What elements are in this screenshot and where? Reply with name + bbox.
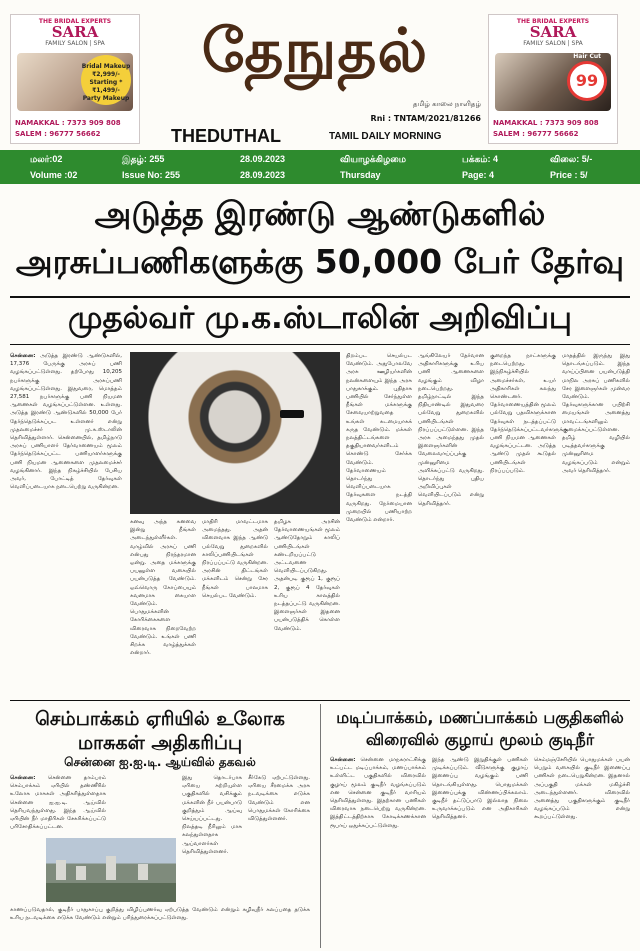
date-ta: 28.09.2023 [240, 154, 286, 164]
ad-name: SARA [529, 23, 577, 41]
building [106, 856, 116, 880]
day-en: Thursday [340, 170, 381, 180]
divider [10, 700, 630, 701]
ad-offer-badge [81, 55, 131, 105]
story-column: காணப்படுவதால், குடிநீர் பாதுகாப்பு குறித்து விழிப்புணர்வு ஏற்படுத்த வேண்டும் என்றும் கழிவுநீர் கலப்பதை தடுக்க உரிய நடவடிக்கை எடுக்க வேண்டும் என்றும் பரிந்துரைக்கப்பட்டுள்ளது. [10, 907, 310, 922]
ad-contact-salem: SALEM : 96777 56662 [493, 130, 579, 138]
headline-line-1: அடுத்த இரண்டு ஆண்டுகளில் [94, 194, 546, 233]
masthead [145, 14, 485, 146]
column-separator [320, 704, 321, 948]
dateline: சென்னை: [330, 757, 356, 763]
ad-right[interactable] [488, 14, 618, 144]
story-column: செம்மஞ்சேரியில் பொதுமக்கள் பயன் பெறும் வகையில் குடிநீர் இணைப்பு பணிகள் நடைபெறுகின்றன. இதனால் அப்பகுதி மக்கள் மகிழ்ச்சி அடைந்துள்ளனர். விரைவில் அனைத்து பகுதிகளுக்கும் குடிநீர் வழங்கப்படும் என்று கூறப்பட்டுள்ளது. [534, 757, 630, 821]
ad-brand [11, 18, 139, 47]
ad-name: SARA [51, 23, 99, 41]
ad-sub: FAMILY SALON | SPA [45, 40, 105, 47]
offer-price: 99 [575, 71, 599, 90]
headline-line-3: முதல்வர் மு.க.ஸ்டாலின் அறிவிப்பு [68, 300, 572, 336]
offer-line: Starting * [89, 79, 123, 86]
story-right-title: மடிப்பாக்கம், மணப்பாக்கம் பகுதிகளில் விரைவில் குழாய் மூலம் குடிநீர் [336, 708, 624, 749]
story-text: சென்னை மாநகராட்சிக்கு உட்பட்ட மடிப்பாக்கம், மணப்பாக்கம் உள்ளிட்ட பகுதிகளில் விரைவில் குழாய் மூலம் குடிநீர் வழங்கப்படும் என சென்னை குடிநீர் வாரியம் தெரிவித்துள்ளது. இதற்கான பணிகள் விரைவாக நடைபெற்று வருகின்றன. இத்திட்டத்திற்காக கோடிக்கணக்கான ரூபாய் ஒதுக்கப்பட்டுள்ளது. [330, 757, 426, 829]
story-column: ஆங்கிலேயர் தேர்வான அதிகாரிகளுக்கு உரிய பணி ஆணைகளை வழங்கும் விழா நடைபெற்றது. தமிழ்நாட்டில் இந்த நிதியாண்டில் இதுவரை பல்வேறு துறைகளில் பணியிடங்கள் நிரப்பப்பட்டுள்ளன. இந்த அரசு அமைந்தது முதல் இளைஞர்களின் வேலைவாய்ப்புக்கு முன்னுரிமை அளிக்கப்பட்டு வருகிறது. தொடர்ந்து புதிய அறிவிப்புகள் வெளியிடப்படும் என்று தெரிவித்தார். [418, 353, 484, 507]
date-en: 28.09.2023 [240, 170, 286, 180]
issue-ta: இதழ்: 255 [122, 154, 165, 164]
ad-contact-namakkal: NAMAKKAL : 7373 909 808 [15, 119, 121, 127]
rni-number: Rni : TNTAM/2021/81266 [370, 114, 481, 123]
ad-contact-namakkal: NAMAKKAL : 7373 909 808 [493, 119, 599, 127]
building [56, 860, 66, 880]
offer-line: ₹1,499/- [92, 87, 120, 94]
microphone-icon [280, 410, 304, 418]
ad-contact-salem: SALEM : 96777 56662 [15, 130, 101, 138]
story-column [10, 774, 106, 836]
chief-minister-photo [130, 352, 340, 514]
story-left-subtitle: சென்னை ஐ.ஐ.டி. ஆய்வில் தகவல் [64, 755, 256, 769]
story-column: திறம்பட செயல்பட வேண்டும். அதுபோலவே அரசு ஊழியர்களின் நலன்களையும் இந்த அரசு பாதுகாக்கும். புதிதாக பணியில் சேர்ந்துள்ள நீங்கள் மக்களுக்கு சேவையாற்றுவதை உங்கள் கடமையாகக் கருத வேண்டும். மக்கள் நலத்திட்டங்களை தகுதியானவர்களிடம் கொண்டு சேர்க்க வேண்டும். தேர்வாணையம் தொடர்ந்து வெளிப்படையாக தேர்வுகளை நடத்தி வருகிறது. நேர்மையான முறையில் பணியாற்ற வேண்டும் என்றார். [346, 353, 412, 524]
divider [10, 296, 630, 298]
divider [10, 344, 630, 345]
story-column [10, 352, 122, 696]
issue-en: Issue No: 255 [122, 170, 181, 180]
price-ta: விலை: 5/- [550, 154, 593, 164]
dateline: சென்னை: [10, 775, 36, 781]
offer-line: ₹2,999/- [92, 71, 120, 78]
lake-photo [46, 838, 176, 902]
newspaper-logo: தேநுதல் [201, 16, 429, 86]
offer-label: Hair Cut [573, 53, 601, 60]
story-text: அடுத்த இரண்டு ஆண்டுகளில், 17,376 பேருக்கு அரசுப் பணி வழங்கப்பட்டுள்ளது. தற்போது 10,205 நபர்களுக்கு அரசுப்பணி வழங்கப்பட்டுள்ளது. இதுவரை, மொத்தம் 27,581 நபர்களுக்கு பணி நியமன ஆணைகள் வழங்கப்பட்டுள்ளன. உள்ளது. அடுத்த இரண்டு ஆண்டுகளில் 50,000 பேர் தேர்ந்தெடுக்கப்பட உள்ளனர் என்று முதலமைச்சர் மு.க.ஸ்டாலின் தெரிவித்துள்ளார். சென்னையில், தமிழ்நாடு அரசுப் பணியாளர் தேர்வாணையம் மூலம் தேர்ந்தெடுக்கப்பட்ட பணியாளர்களுக்கு பணி நியமன ஆணைகளை முதலமைச்சர் வழங்கினார். இந்த நிகழ்ச்சியில் பேசிய அவர், போட்டித் தேர்வுகள் வெளிப்படையாக நடைபெற்று வருகின்றன. [10, 353, 122, 491]
story-column: தமிழக அரசின் தேர்வாணையங்கள் மூலம் ஆண்டுதோறும் காலிப் பணியிடங்கள் கண்டறியப்பட்டு அட்டவணை வெளியிடப்படுகிறது. அதன்படி குரூப் 1, குரூப் 2, குரூப் 4 தேர்வுகள் உரிய காலத்தில் நடத்தப்பட்டு வருகின்றன. இளைஞர்கள் இதனை பயன்படுத்திக் கொள்ள வேண்டும். [274, 519, 340, 632]
ad-sub: FAMILY SALON | SPA [523, 40, 583, 47]
ad-tag: THE BRIDAL EXPERTS [38, 18, 112, 25]
page-ta: பக்கம்: 4 [462, 154, 498, 164]
story-column: கனவு அந்த கனவை இன்று நீங்கள் அடைந்துள்ளீர்கள். வாழ்வில் அரசுப் பணி என்பது நிரந்தரமான ஒன்று. அதை மக்களுக்கு பயனுள்ள வகையில் பயன்படுத்த வேண்டும். ஒவ்வொரு கோப்பையும் கவனமாக கையாள வேண்டும். பொதுமக்களின் கோரிக்கைகளை விரைவாக நிறைவேற்ற வேண்டும். உங்கள் பணி சிறக்க வாழ்த்துக்கள் என்றார். [130, 519, 196, 657]
offer-line: Bridal Makeup [81, 63, 131, 70]
english-name: THEDUTHAL [171, 126, 281, 146]
volume-en: Volume :02 [30, 170, 78, 180]
page-en: Page: 4 [462, 170, 495, 180]
story-column: குறைந்த நாட்களுக்கு நடைபெற்றது. இந்நிகழ்ச்சியில் அமைச்சர்கள், உயர் அதிகாரிகள் கலந்து கொண்டனர். தேர்வாணையத்தின் மூலம் பல்வேறு பதவிகளுக்கான தேர்வுகள் நடத்தப்பட்டு தேர்ந்தெடுக்கப்பட்டவர்களுக்கு பணி நியமன ஆணைகள் வழங்கப்பட்டன. அடுத்த ஆண்டு முதல் கூடுதல் பணியிடங்கள் நிரப்பப்படும். [490, 353, 568, 474]
ad-price-badge [567, 61, 607, 101]
story-column: இது தொடர்பாக ஏரியை சுற்றியுள்ள பகுதிகளில் வசிக்கும் மக்களின் நீர் பயன்பாடு குறித்தும் ஆய்வு செய்யப்பட்டது. நிலத்தடி நீரிலும் மாசு கலந்துள்ளதாக ஆய்வாளர்கள் தெரிவித்துள்ளனர். [182, 775, 242, 855]
issue-info-bar [0, 150, 640, 184]
story-column: மாதிரி மாவட்டமாக அமைந்தது. அதன் விளைவாக இந்த ஆண்டு பல்வேறு துறைகளில் காலிப்பணியிடங்கள் நிரப்பப்பட்டு வருகின்றன. அரசின் திட்டங்கள் மக்களிடம் சென்று சேர நீங்கள் பாலமாக செயல்பட வேண்டும். [202, 519, 268, 599]
story-column: மாதத்தில் இருந்து இது தொடங்கப்படும். இந்த வாய்ப்பினை பயன்படுத்தி மாநில அரசுப் பணிகளில் சேர இளைஞர்கள் முன்வர வேண்டும். தேர்வுகளுக்கான பயிற்சி மையங்கள் அனைத்து மாவட்டங்களிலும் அமைக்கப்பட்டுள்ளன. தமிழ் வழியில் படித்தவர்களுக்கு முன்னுரிமை வழங்கப்படும் என்றும் அவர் தெரிவித்தார். [562, 353, 630, 474]
slogan: தமிழ் காலை நாளிதழ் [412, 100, 481, 108]
day-ta: வியாழக்கிழமை [340, 154, 407, 164]
building [138, 864, 148, 880]
story-column: இந்த ஆண்டு இறுதிக்குள் பணிகள் முடிக்கப்படும். வீடுகளுக்கு குழாய் இணைப்பு வழங்கும் பணி தொடங்கியுள்ளது. பொதுமக்கள் இணைப்புக்கு விண்ணப்பிக்கலாம். குடிநீர் தட்டுப்பாடு இல்லாத நிலை உருவாக்கப்படும் என அதிகாரிகள் தெரிவித்தனர். [432, 757, 528, 821]
dateline: சென்னை: [10, 353, 36, 359]
story-text: சென்னை தாம்பரம் செம்பாக்கம் ஏரியில் தண்ணீரில் உலோக மாசுகள் அதிகரித்துள்ளதாக சென்னை ஐ.ஐ.டி. ஆய்வில் தெரியவந்துள்ளது. இந்த ஆய்வில் ஏரியின் நீர் மாதிரிகள் சேகரிக்கப்பட்டு பரிசோதிக்கப்பட்டன. [10, 775, 106, 831]
offer-line: Party Makeup [82, 95, 130, 102]
headline-line-2: அரசுப்பணிகளுக்கு 50,000 பேர் தேர்வு [15, 242, 625, 281]
story-left-title: செம்பாக்கம் ஏரியில் உலோக மாசுகள் அதிகரிப்பு [35, 708, 285, 754]
story-column [330, 756, 426, 946]
ad-left[interactable] [10, 14, 140, 144]
volume-ta: மலர்:02 [30, 154, 63, 164]
price-en: Price : 5/ [550, 170, 588, 180]
ad-tag: THE BRIDAL EXPERTS [516, 18, 590, 25]
story-column: சீர்கேடு ஏற்பட்டுள்ளது. ஏரியை சீரமைக்க அரசு நடவடிக்கை எடுக்க வேண்டும் என பொதுமக்கள் கோரிக்கை விடுத்துள்ளனர். [248, 775, 310, 823]
building [76, 866, 86, 880]
ad-brand [489, 18, 617, 47]
english-subtitle: TAMIL DAILY MORNING [329, 131, 442, 142]
